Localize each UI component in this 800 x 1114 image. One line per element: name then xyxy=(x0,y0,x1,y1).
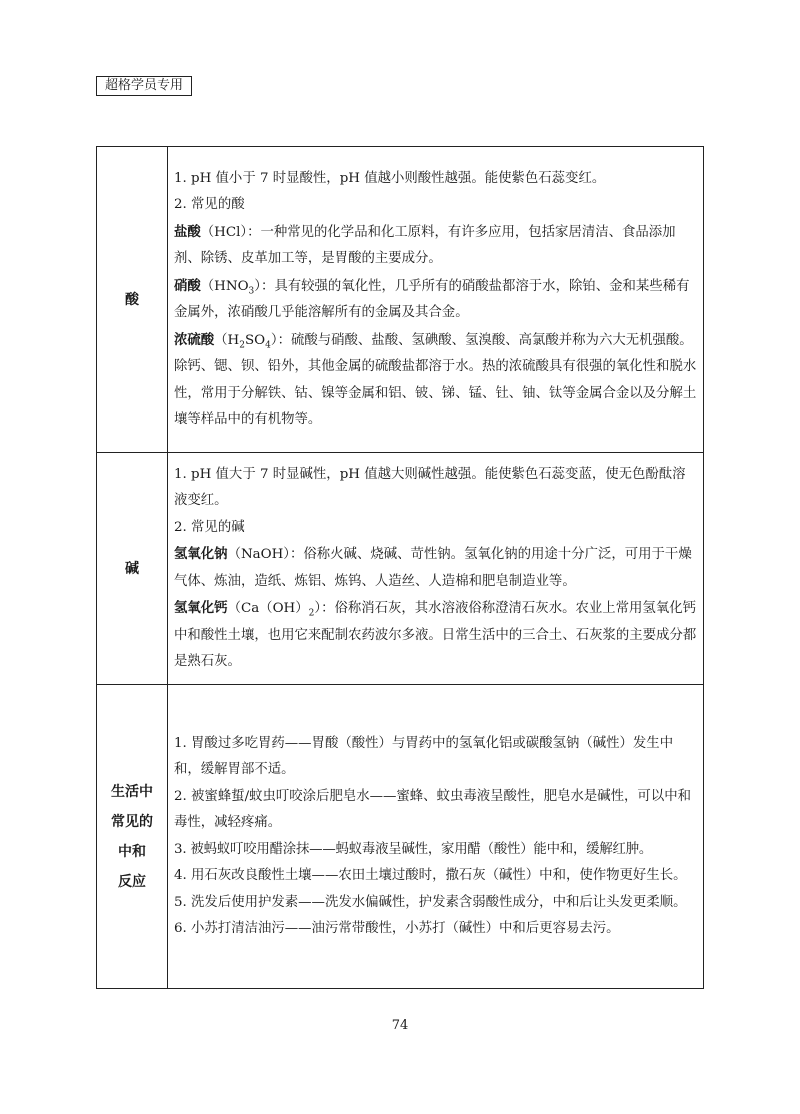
hno3-name: 硝酸 xyxy=(174,277,201,294)
neutralization-content xyxy=(168,685,704,989)
hcl-paragraph xyxy=(174,219,697,273)
neutralization-row xyxy=(97,685,704,989)
acid-line-2: 2. 常见的酸 xyxy=(174,197,245,212)
hcl-formula: （HCl） xyxy=(200,224,248,240)
neutralization-heading-line-2: 常见的 xyxy=(111,813,153,830)
hcl-name: 盐酸 xyxy=(174,223,201,240)
acid-content xyxy=(168,147,704,453)
base-content xyxy=(168,453,704,685)
neutralization-item-3: 3. 被蚂蚁叮咬用醋涂抹——蚂蚁毒液呈碱性，家用醋（酸性）能中和，缓解红肿。 xyxy=(174,841,653,857)
h2so4-name: 浓硫酸 xyxy=(174,331,215,348)
base-line-1: 1. pH 值大于 7 时显碱性，pH 值越大则碱性越强。能使紫色石蕊变蓝，使无色酚酞溶液变红。 xyxy=(174,466,686,508)
neutralization-heading-line-4: 反应 xyxy=(118,873,146,890)
naoh-paragraph xyxy=(174,541,697,595)
hno3-paragraph xyxy=(174,273,697,327)
base-heading: 碱 xyxy=(97,453,168,685)
acid-heading: 酸 xyxy=(97,147,168,453)
caoh2-name: 氢氧化钙 xyxy=(174,600,228,616)
hcl-text: ：一种常见的化学品和化工原料，有许多应用，包括家居清洁、食品添加剂、除锈、皮革加工等，是胃酸的主要成分。 xyxy=(174,224,676,266)
neutralization-item-2: 2. 被蜜蜂蜇/蚊虫叮咬涂后肥皂水——蜜蜂、蚊虫毒液呈酸性，肥皂水是碱性，可以中和毒性，减轻疼痛。 xyxy=(174,788,691,830)
h2so4-formula-mid: SO xyxy=(244,332,266,348)
caoh2-paragraph xyxy=(174,595,697,676)
caoh2-formula-open: （Ca（OH） xyxy=(227,601,309,616)
h2so4-formula-open: （H xyxy=(214,332,240,348)
neutralization-item-5: 5. 洗发后使用护发素——洗发水偏碱性，护发素含弱酸性成分，中和后让头发更柔顺。 xyxy=(174,894,687,910)
chemistry-table xyxy=(96,146,704,989)
caoh2-text: ：俗称消石灰，其水溶液俗称澄清石灰水。农业上常用氢氧化钙中和酸性土壤，也用它来配制农药波尔多液。日常生活中的三合土、石灰浆的主要成分都是熟石灰。 xyxy=(174,601,697,669)
neutralization-heading-line-1: 生活中 xyxy=(111,783,153,800)
h2so4-paragraph xyxy=(174,327,697,434)
neutralization-heading-line-3: 中和 xyxy=(118,843,146,860)
page-number: 74 xyxy=(391,1018,409,1033)
base-line-2: 2. 常见的碱 xyxy=(174,519,245,535)
h2so4-text: ：硫酸与硝酸、盐酸、氢碘酸、氢溴酸、高氯酸并称为六大无机强酸。除钙、锶、钡、铅外，其他金属的硫酸盐都溶于水。热的浓硫酸具有很强的氧化性和脱水性，常用于分解铁、钴、镍等金属和铝、铍、锑、锰、钍、铀、钛等金属合金以及分解土壤等样品中的有机物等。 xyxy=(174,332,697,427)
naoh-text: ：俗称火碱、烧碱、苛性钠。氢氧化钠的用途十分广泛，可用于干燥气体、炼油，造纸、炼铝、炼钨、人造丝、人造棉和肥皂制造业等。 xyxy=(174,547,692,589)
acid-row xyxy=(97,147,704,453)
neutralization-item-4: 4. 用石灰改良酸性土壤——农田土壤过酸时，撒石灰（碱性）中和，使作物更好生长。 xyxy=(174,868,687,883)
acid-line-1: 1. pH 值小于 7 时显酸性，pH 值越小则酸性越强。能使紫色石蕊变红。 xyxy=(174,170,606,186)
neutralization-item-1: 1. 胃酸过多吃胃药——胃酸（酸性）与胃药中的氢氧化铝或碳酸氢钠（碱性）发生中和，缓解胃部不适。 xyxy=(174,735,674,777)
h2so4-formula-sub1: 2 xyxy=(239,340,245,351)
neutralization-item-6: 6. 小苏打清洁油污——油污常带酸性，小苏打（碱性）中和后更容易去污。 xyxy=(174,921,620,936)
caoh2-formula-sub: 2 xyxy=(308,608,315,619)
hno3-formula-open: （HNO xyxy=(200,278,249,294)
header-tag: 超格学员专用 xyxy=(96,76,192,96)
neutralization-heading xyxy=(97,685,168,989)
hno3-formula-sub: 3 xyxy=(248,286,255,297)
h2so4-formula-sub2: 4 xyxy=(265,340,271,351)
caoh2-formula-close: ） xyxy=(314,601,322,616)
h2so4-formula-close: ） xyxy=(270,332,278,348)
base-row xyxy=(97,453,704,685)
hno3-formula-close: ） xyxy=(254,278,261,294)
naoh-name: 氢氧化钠 xyxy=(174,546,228,562)
naoh-formula: （NaOH） xyxy=(227,547,290,562)
hno3-text: ：具有较强的氧化性，几乎所有的硝酸盐都溶于水，除铂、金和某些稀有金属外，浓硝酸几乎能溶解所有的金属及其合金。 xyxy=(174,278,690,320)
